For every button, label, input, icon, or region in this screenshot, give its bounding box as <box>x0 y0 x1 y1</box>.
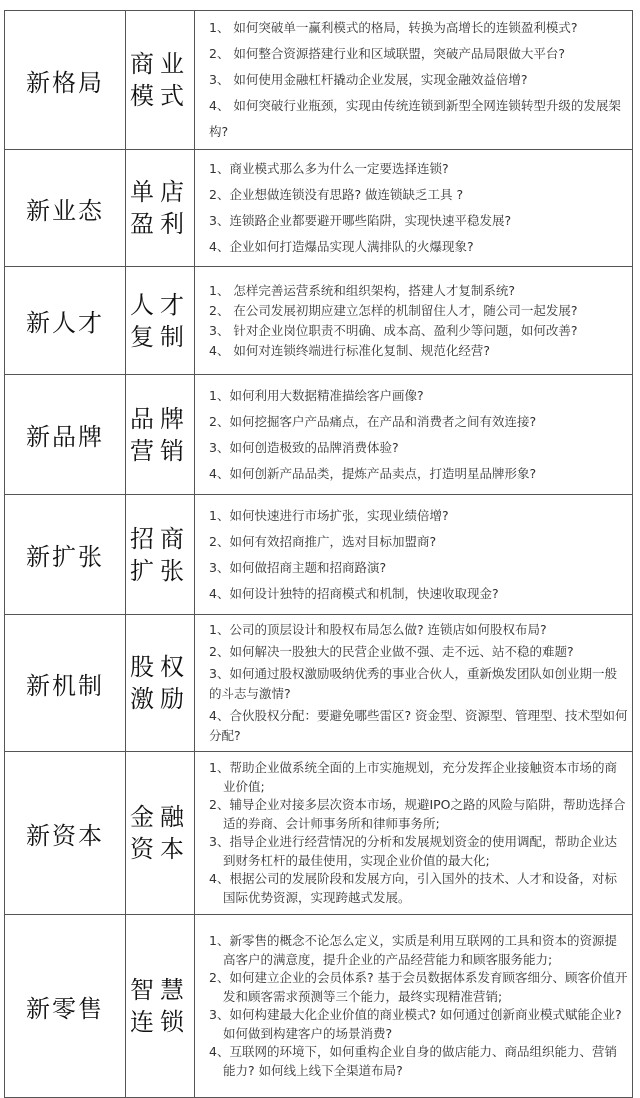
topic-line: 盈利 <box>130 210 190 238</box>
questions-cell <box>195 267 633 375</box>
question-item: 2、如何解决一股独大的民营企业做不强、走不远、站不稳的难题? <box>209 644 574 659</box>
topic-cell <box>126 495 195 615</box>
category-label: 新零售 <box>26 994 104 1023</box>
category-cell <box>5 615 126 752</box>
category-label: 新品牌 <box>26 423 104 451</box>
question-item: 4、 如何突破行业瓶颈，实现由传统连锁到新型全网连锁转型升级的发展架构? <box>209 98 621 139</box>
question-item: 4、如何创新产品品类，提炼产品卖点，打造明星品牌形象? <box>209 465 537 481</box>
question-item: 1、公司的顶层设计和股权布局怎么做? 连锁店如何股权布局? <box>209 622 547 637</box>
question-item: 2、 在公司发展初期应建立怎样的机制留住人才，随公司一起发展? <box>209 302 578 318</box>
topic-cell <box>126 615 195 752</box>
topic-line: 资本 <box>130 835 190 863</box>
question-item: 4、如何设计独特的招商模式和机制，快速收取现金? <box>209 585 499 601</box>
question-item: 1、帮助企业做系统全面的上市实施规划，充分发挥企业接触资本市场的商业价值; <box>209 760 617 794</box>
topic-line: 人才 <box>130 290 190 319</box>
topic-cell <box>126 752 195 915</box>
topic-line: 品牌 <box>130 404 190 433</box>
category-cell <box>5 375 126 495</box>
question-item: 4、根据公司的发展阶段和发展方向，引入国外的技术、人才和设备，对标国际优势资源，实现跨越式发展。 <box>209 871 617 905</box>
question-item: 3、 如何使用金融杠杆撬动企业发展，实现金融效益倍增? <box>209 72 528 87</box>
category-cell <box>5 915 126 1098</box>
table-row <box>5 915 633 1098</box>
questions-cell <box>195 495 633 615</box>
question-item: 3、连锁路企业都要避开哪些陷阱，实现快速平稳发展? <box>209 213 512 228</box>
category-label: 新人才 <box>26 309 104 337</box>
question-item: 3、指导企业进行经营情况的分析和发展规划资金的使用调配，帮助企业达到财务杠杆的最佳使用，实现企业价值的最大化; <box>209 834 617 868</box>
category-label: 新扩张 <box>26 543 104 571</box>
question-item: 2、如何建立企业的会员体系? 基于会员数据体系发育顾客细分、顾客价值开发和顾客需求预测等三个能力，最终实现精准营销; <box>209 970 628 1004</box>
category-label: 新业态 <box>26 196 104 225</box>
questions-cell <box>195 150 633 267</box>
table-row <box>5 752 633 915</box>
topic-line: 连锁 <box>130 1008 190 1036</box>
questions-cell <box>195 915 633 1098</box>
question-item: 1、商业模式那么多为什么一定要选择连锁? <box>209 161 449 176</box>
topic-line: 激励 <box>130 685 190 713</box>
question-item: 1、如何快速进行市场扩张，实现业绩倍增? <box>209 507 449 523</box>
question-item: 2、 如何整合资源搭建行业和区域联盟，突破产品局限做大平台? <box>209 46 566 61</box>
table-row <box>5 11 633 150</box>
question-item: 3、如何创造极致的品牌消费体验? <box>209 439 399 455</box>
topic-cell <box>126 915 195 1098</box>
category-label: 新资本 <box>26 821 104 850</box>
table-row <box>5 267 633 375</box>
topic-line: 扩张 <box>130 556 190 585</box>
question-item: 2、企业想做连锁没有思路? 做连锁缺乏工具 ? <box>209 187 464 202</box>
topic-line: 营销 <box>130 436 190 465</box>
topic-line: 复制 <box>130 322 190 351</box>
category-label: 新机制 <box>26 671 104 700</box>
question-item: 1、新零售的概念不论怎么定义，实质是利用互联网的工具和资本的资源提高客户的满意度，提升企业的产品经营能力和顾客服务能力; <box>209 933 617 967</box>
question-item: 4、 如何对连锁终端进行标准化复制、规范化经营? <box>209 342 491 358</box>
question-item: 4、企业如何打造爆品实现人满排队的火爆现象? <box>209 239 474 254</box>
question-item: 3、如何通过股权激励吸纳优秀的事业合伙人，重新焕发团队如创业期一般的斗志与激情? <box>209 666 617 701</box>
category-cell <box>5 267 126 375</box>
questions-cell <box>195 752 633 915</box>
topic-cell <box>126 267 195 375</box>
question-item: 1、 如何突破单一赢利模式的格局，转换为高增长的连锁盈利模式? <box>209 20 578 35</box>
question-item: 1、 怎样完善运营系统和组织架构，搭建人才复制系统? <box>209 282 516 298</box>
table-row <box>5 615 633 752</box>
questions-cell <box>195 615 633 752</box>
question-item: 4、互联网的环境下，如何重构企业自身的做店能力、商品组织能力、营销能力? 如何线上线下全渠道布局? <box>209 1044 617 1078</box>
topic-line: 商业 <box>130 50 190 78</box>
question-item: 2、如何挖掘客户产品痛点，在产品和消费者之间有效连接? <box>209 413 537 429</box>
topic-line: 金融 <box>130 803 190 831</box>
category-cell <box>5 150 126 267</box>
category-label: 新格局 <box>26 68 104 97</box>
table-row <box>5 495 633 615</box>
topic-line: 股权 <box>130 653 190 681</box>
course-topics-table <box>4 10 633 1098</box>
topic-line: 单店 <box>130 178 190 206</box>
questions-cell <box>195 11 633 150</box>
category-cell <box>5 11 126 150</box>
questions-cell <box>195 375 633 495</box>
category-cell <box>5 752 126 915</box>
question-item: 2、辅导企业对接多层次资本市场，规避IPO之路的风险与陷阱，帮助选择合适的券商、会计师事务所和律师事务所; <box>209 797 626 831</box>
table-row <box>5 150 633 267</box>
question-item: 2、如何有效招商推广，选对目标加盟商? <box>209 533 437 549</box>
category-cell <box>5 495 126 615</box>
question-item: 3、如何构建最大化企业价值的商业模式? 如何通过创新商业模式赋能企业? 如何做到构建客户的场景消费? <box>209 1007 622 1041</box>
topic-cell <box>126 150 195 267</box>
topic-line: 模式 <box>130 82 190 110</box>
topic-cell <box>126 11 195 150</box>
topic-line: 智慧 <box>130 976 190 1004</box>
question-item: 4、合伙股权分配：要避免哪些雷区? 资金型、资源型、管理型、技术型如何分配? <box>209 708 628 743</box>
question-item: 3、如何做招商主题和招商路演? <box>209 559 387 575</box>
table-row <box>5 375 633 495</box>
topic-line: 招商 <box>130 524 190 553</box>
question-item: 1、如何利用大数据精准描绘客户画像? <box>209 387 424 403</box>
topic-cell <box>126 375 195 495</box>
question-item: 3、 针对企业岗位职责不明确、成本高、盈利少等问题，如何改善? <box>209 322 578 338</box>
